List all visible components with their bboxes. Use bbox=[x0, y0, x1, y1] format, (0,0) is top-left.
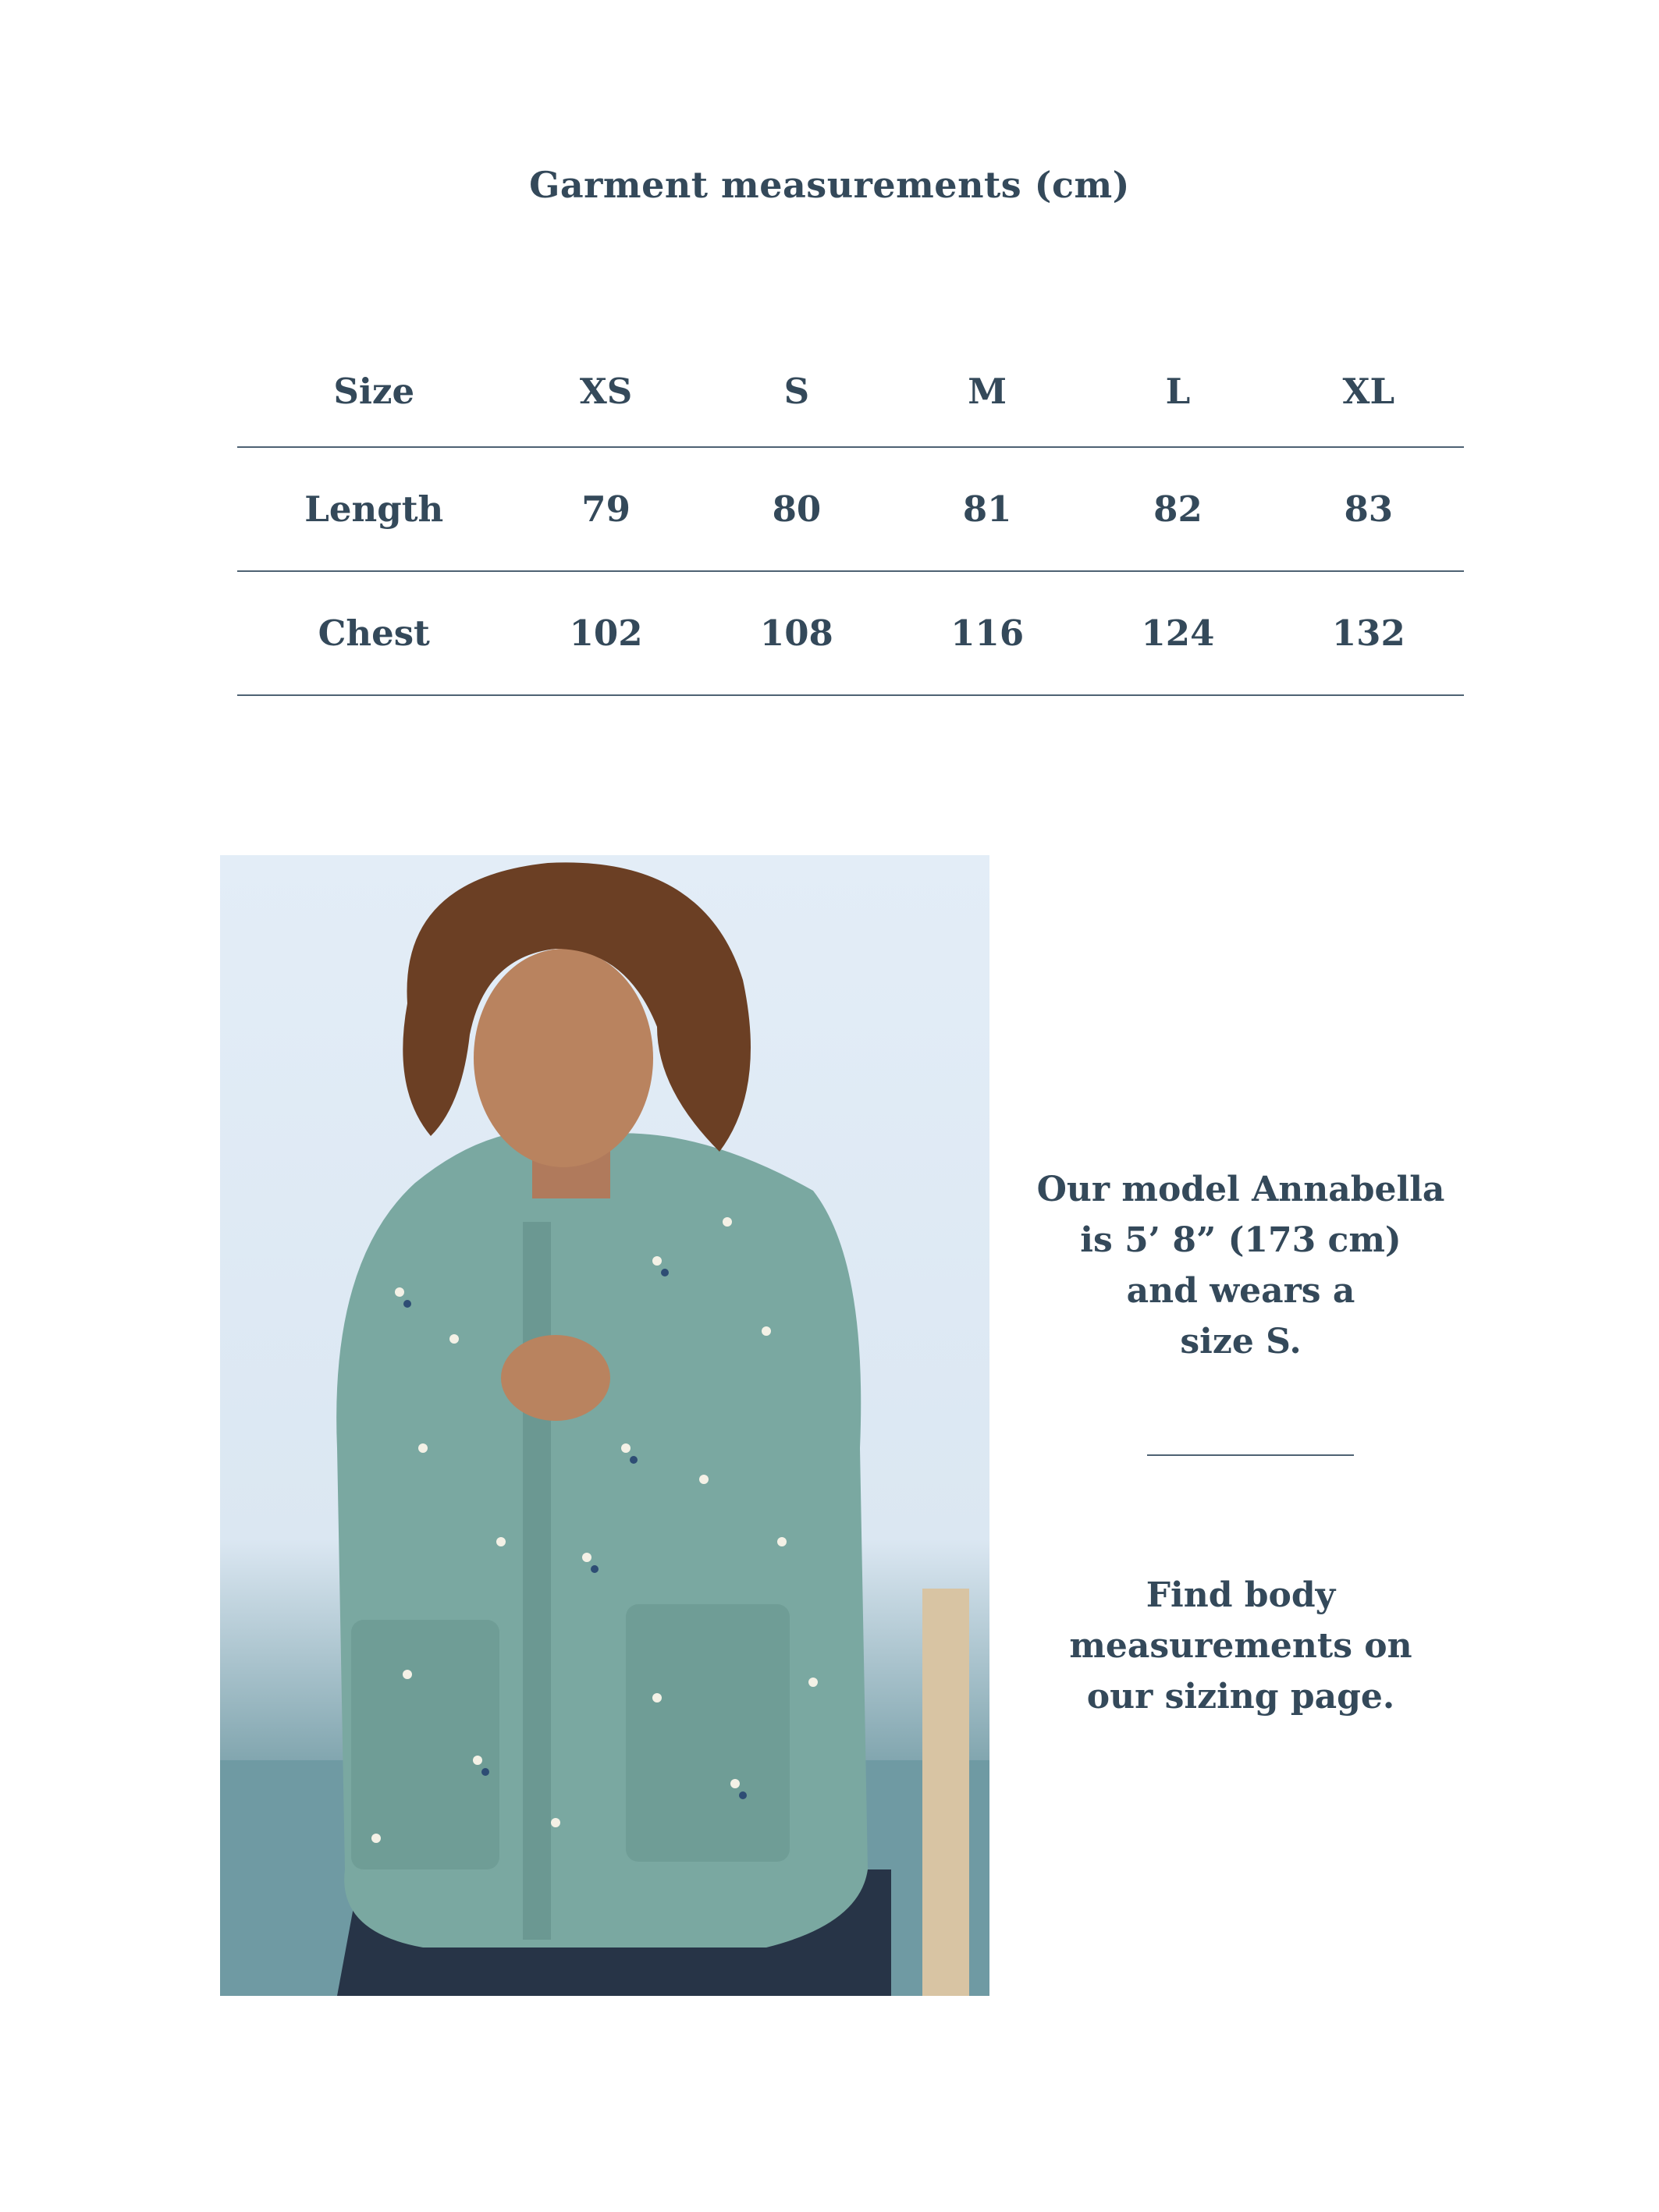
header-cell-s: S bbox=[702, 336, 892, 447]
section-divider bbox=[1147, 1454, 1354, 1456]
table-cell: 83 bbox=[1274, 447, 1464, 571]
table-cell: 82 bbox=[1082, 447, 1273, 571]
table-cell: 81 bbox=[892, 447, 1082, 571]
model-info-line: Our model Annabella bbox=[1036, 1170, 1445, 1209]
table-row bbox=[237, 447, 1464, 571]
model-info-line: is 5’ 8” (173 cm) bbox=[1080, 1220, 1401, 1260]
garment-measurement-table bbox=[237, 336, 1464, 696]
sizing-page-text[interactable] bbox=[1022, 1570, 1459, 1722]
face bbox=[474, 949, 653, 1167]
model-photo-illustration bbox=[220, 855, 989, 1996]
model-info-line: and wears a bbox=[1126, 1271, 1355, 1311]
wooden-post bbox=[922, 1589, 969, 1996]
model-info-text bbox=[1022, 1164, 1459, 1367]
hand bbox=[501, 1335, 610, 1421]
table-cell: 80 bbox=[702, 447, 892, 571]
row-label-length: Length bbox=[237, 447, 510, 571]
table-cell: 79 bbox=[510, 447, 701, 571]
table-cell: 116 bbox=[892, 571, 1082, 695]
table-cell: 102 bbox=[510, 571, 701, 695]
table-row bbox=[237, 571, 1464, 695]
row-label-chest: Chest bbox=[237, 571, 510, 695]
page-title: Garment measurements (cm) bbox=[529, 164, 1130, 206]
right-pocket bbox=[626, 1604, 790, 1862]
table-cell: 124 bbox=[1082, 571, 1273, 695]
sizing-info-line: our sizing page. bbox=[1086, 1677, 1395, 1717]
header-cell-size: Size bbox=[237, 336, 510, 447]
table-cell: 132 bbox=[1274, 571, 1464, 695]
model-info-line: size S. bbox=[1180, 1322, 1302, 1362]
table-cell: 108 bbox=[702, 571, 892, 695]
sizing-info-line: Find body bbox=[1146, 1575, 1336, 1615]
table-header-row bbox=[237, 336, 1464, 447]
left-pocket bbox=[351, 1620, 499, 1869]
header-cell-l: L bbox=[1082, 336, 1273, 447]
header-cell-m: M bbox=[892, 336, 1082, 447]
jacket-placket bbox=[523, 1222, 551, 1940]
header-cell-xs: XS bbox=[510, 336, 701, 447]
sizing-info-line: measurements on bbox=[1069, 1626, 1412, 1666]
model-photo bbox=[220, 855, 989, 1996]
header-cell-xl: XL bbox=[1274, 336, 1464, 447]
